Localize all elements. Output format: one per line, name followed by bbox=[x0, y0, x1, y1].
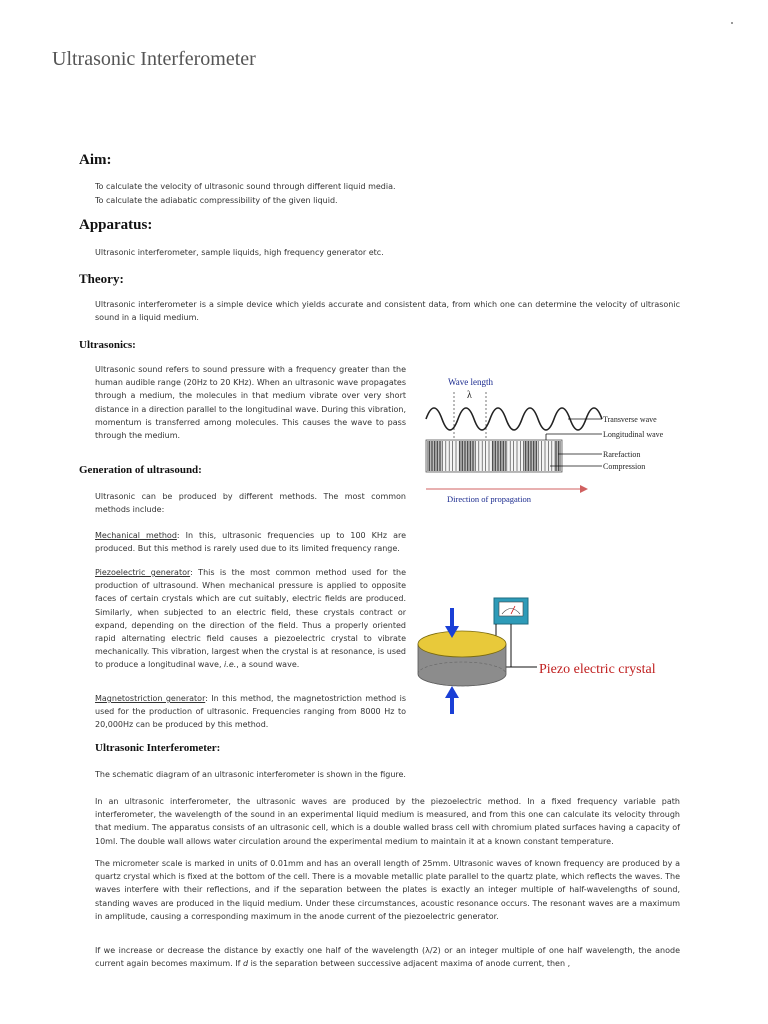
piezo-text-2: , a sound wave. bbox=[236, 660, 300, 670]
piezo-crystal-diagram bbox=[412, 592, 702, 717]
interferometer-paragraph-4 bbox=[95, 944, 680, 970]
page-title: Ultrasonic Interferometer bbox=[52, 48, 256, 70]
p4-d: d bbox=[242, 959, 249, 969]
p4-text-b: is the separation between successive adjacent maxima of anode current, then , bbox=[248, 959, 571, 969]
magnetostriction-label: Magnetostriction generator bbox=[95, 694, 206, 703]
mechanical-method-paragraph bbox=[95, 529, 406, 555]
rarefaction-label: Rarefaction bbox=[603, 450, 641, 459]
corner-mark bbox=[731, 22, 733, 24]
interferometer-heading: Ultrasonic Interferometer: bbox=[95, 742, 221, 754]
piezo-paragraph bbox=[95, 566, 406, 672]
theory-heading: Theory: bbox=[79, 271, 124, 286]
wave-diagram bbox=[420, 372, 700, 512]
aim-line-2: To calculate the adiabatic compressibility of the given liquid. bbox=[95, 196, 338, 205]
aim-heading: Aim: bbox=[79, 152, 112, 168]
interferometer-paragraph-3: The micrometer scale is marked in units of 0.01mm and has an overall length of 25mm. Ultrasonic waves of known frequency are produced by a quartz crystal which is fixed at the bottom of the cell. There is a movable metallic plate parallel to the quartz plate, which reflects the waves. The waves interfere with their reflections, and if the separation between the plates is exactly an integer multiple of half-wavelengths of sound, standing waves are produced in the liquid medium. Under these circumstances, acoustic resonance occurs. The resonant waves are a maximum in amplitude, causing a corresponding maximum in the anode current of the piezoelectric generator. bbox=[95, 859, 680, 921]
wavelength-label: Wave length bbox=[448, 377, 494, 387]
lambda-symbol: λ bbox=[467, 390, 472, 401]
direction-label: Direction of propagation bbox=[447, 494, 532, 504]
magnetostriction-paragraph bbox=[95, 692, 406, 732]
transverse-wave-label: Transverse wave bbox=[603, 415, 657, 424]
generation-heading: Generation of ultrasound: bbox=[79, 464, 202, 476]
piezo-text-1: : This is the most common method used for the production of ultrasound. When mechanical pressure is applied to opposite faces of certain crystals which are cut suitably, electric fields are produced. Similarly, when subjected to an electric field, these crystals contract or expand, depending on the direction of the field. Thus a properly oriented rapid alternating electric field causes a piezoelectric crystal to vibrate mechanically. This vibration, largest when the crystal is at resonance, is used to produce a longitudinal wave, bbox=[95, 568, 406, 670]
apparatus-heading: Apparatus: bbox=[79, 217, 153, 233]
piezo-ie: i.e. bbox=[224, 660, 237, 670]
magnetostriction-text: : In this method, the magnetostriction method is used for the production of ultrasonic. Frequencies ranging from 8000 Hz to 20,000Hz can be produced by this method. bbox=[95, 694, 406, 730]
aim-line-1: To calculate the velocity of ultrasonic sound through different liquid media. bbox=[95, 182, 396, 191]
compression-label: Compression bbox=[603, 462, 646, 471]
ultrasonics-text: Ultrasonic sound refers to sound pressure with a frequency greater than the human audible range (20Hz to 20 KHz). When an ultrasonic wave propagates through a medium, the molecules in that medium vibrate over very short distance in a direction parallel to the longitudinal wave. During this vibration, momentum is transferred among molecules. This causes the wave to pass through the medium. bbox=[95, 365, 406, 441]
crystal-top bbox=[418, 631, 506, 657]
ultrasonics-heading: Ultrasonics: bbox=[79, 339, 136, 351]
generation-intro: Ultrasonic can be produced by different methods. The most common methods include: bbox=[95, 492, 406, 515]
longitudinal-wave-label: Longitudinal wave bbox=[603, 430, 664, 439]
piezo-crystal-label: Piezo electric crystal bbox=[539, 662, 656, 677]
theory-text: Ultrasonic interferometer is a simple device which yields accurate and consistent data, from which one can determine the velocity of ultrasonic sound in a liquid medium. bbox=[95, 300, 680, 323]
p4-text-a: If we increase or decrease the distance by exactly one half of the wavelength (λ/2) or an integer multiple of one half wavelength, the anode current again becomes maximum. If bbox=[95, 946, 680, 969]
mechanical-method-text: : In this, ultrasonic frequencies up to 100 KHz are produced. But this method is rarely used due to its limited frequency range. bbox=[95, 531, 407, 554]
interferometer-paragraph-2: In an ultrasonic interferometer, the ultrasonic waves are produced by the piezoelectric method. In a fixed frequency variable path interferometer, the wavelength of the sound in an experimental liquid medium is measured, and from this one can calculate its velocity through that medium. The apparatus consists of an ultrasonic cell, which is a double walled brass cell with chromium plated surfaces having a capacity of 10ml. The double wall allows water circulation around the experimental medium to maintain it at a known constant temperature. bbox=[95, 797, 680, 846]
apparatus-text: Ultrasonic interferometer, sample liquids, high frequency generator etc. bbox=[95, 248, 384, 257]
interferometer-intro: The schematic diagram of an ultrasonic interferometer is shown in the figure. bbox=[95, 770, 406, 779]
mechanical-method-label: Mechanical method bbox=[95, 531, 177, 540]
piezo-label: Piezoelectric generator bbox=[95, 568, 191, 577]
propagation-arrow-head bbox=[580, 485, 588, 493]
